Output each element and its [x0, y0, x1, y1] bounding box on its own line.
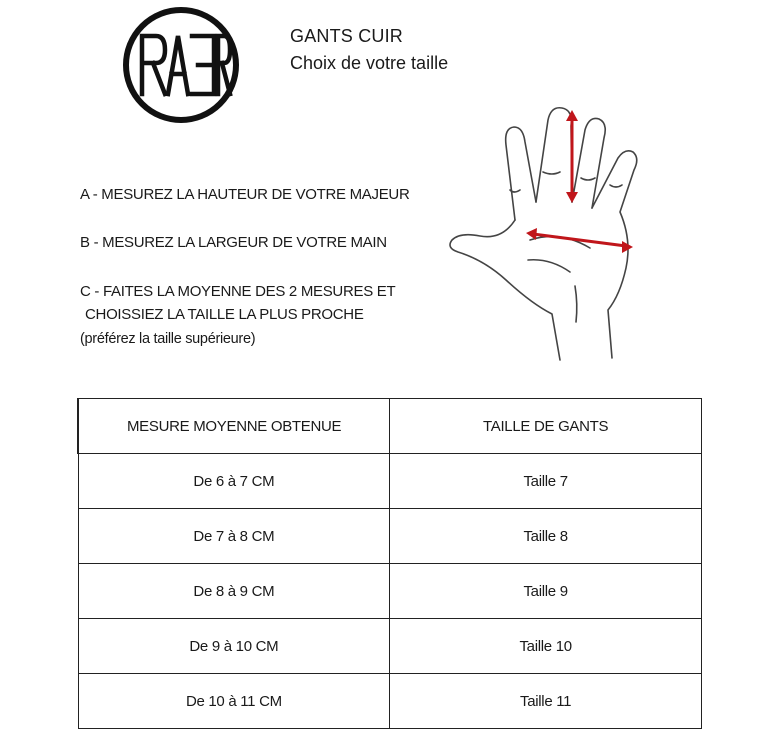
- table-row: [78, 509, 702, 564]
- instruction-c-line1: C - FAITES LA MOYENNE DES 2 MESURES ET: [80, 283, 396, 300]
- raer-logo-icon: [122, 6, 240, 124]
- page-subtitle: Choix de votre taille: [290, 53, 449, 73]
- table-cell-taille: Taille 10: [390, 619, 702, 674]
- column-header-taille: TAILLE DE GANTS: [390, 399, 702, 454]
- table-row: [78, 674, 702, 729]
- instruction-c-line2: CHOISSIEZ LA TAILLE LA PLUS PROCHE: [85, 306, 364, 323]
- table-row: [78, 454, 702, 509]
- instruction-b: B - MESUREZ LA LARGEUR DE VOTRE MAIN: [80, 234, 387, 251]
- instruction-a: A - MESUREZ LA HAUTEUR DE VOTRE MAJEUR: [80, 186, 410, 203]
- table-cell-mesure: De 10 à 11 CM: [78, 674, 390, 729]
- table-cell-mesure: De 6 à 7 CM: [78, 454, 390, 509]
- table-row: [78, 619, 702, 674]
- table-cell-taille: Taille 9: [390, 564, 702, 619]
- table-cell-mesure: De 7 à 8 CM: [78, 509, 390, 564]
- instruction-note: (préférez la taille supérieure): [80, 331, 256, 347]
- table-header-row: [78, 399, 702, 454]
- hand-measure-icon: [440, 90, 680, 380]
- table-cell-taille: Taille 7: [390, 454, 702, 509]
- title-block: [290, 26, 448, 74]
- table-cell-taille: Taille 8: [390, 509, 702, 564]
- table-cell-taille: Taille 11: [390, 674, 702, 729]
- page-title: GANTS CUIR: [290, 26, 404, 46]
- table-cell-mesure: De 9 à 10 CM: [78, 619, 390, 674]
- table-cell-mesure: De 8 à 9 CM: [78, 564, 390, 619]
- size-table: [77, 398, 702, 729]
- column-header-mesure: MESURE MOYENNE OBTENUE: [78, 399, 390, 454]
- table-row: [78, 564, 702, 619]
